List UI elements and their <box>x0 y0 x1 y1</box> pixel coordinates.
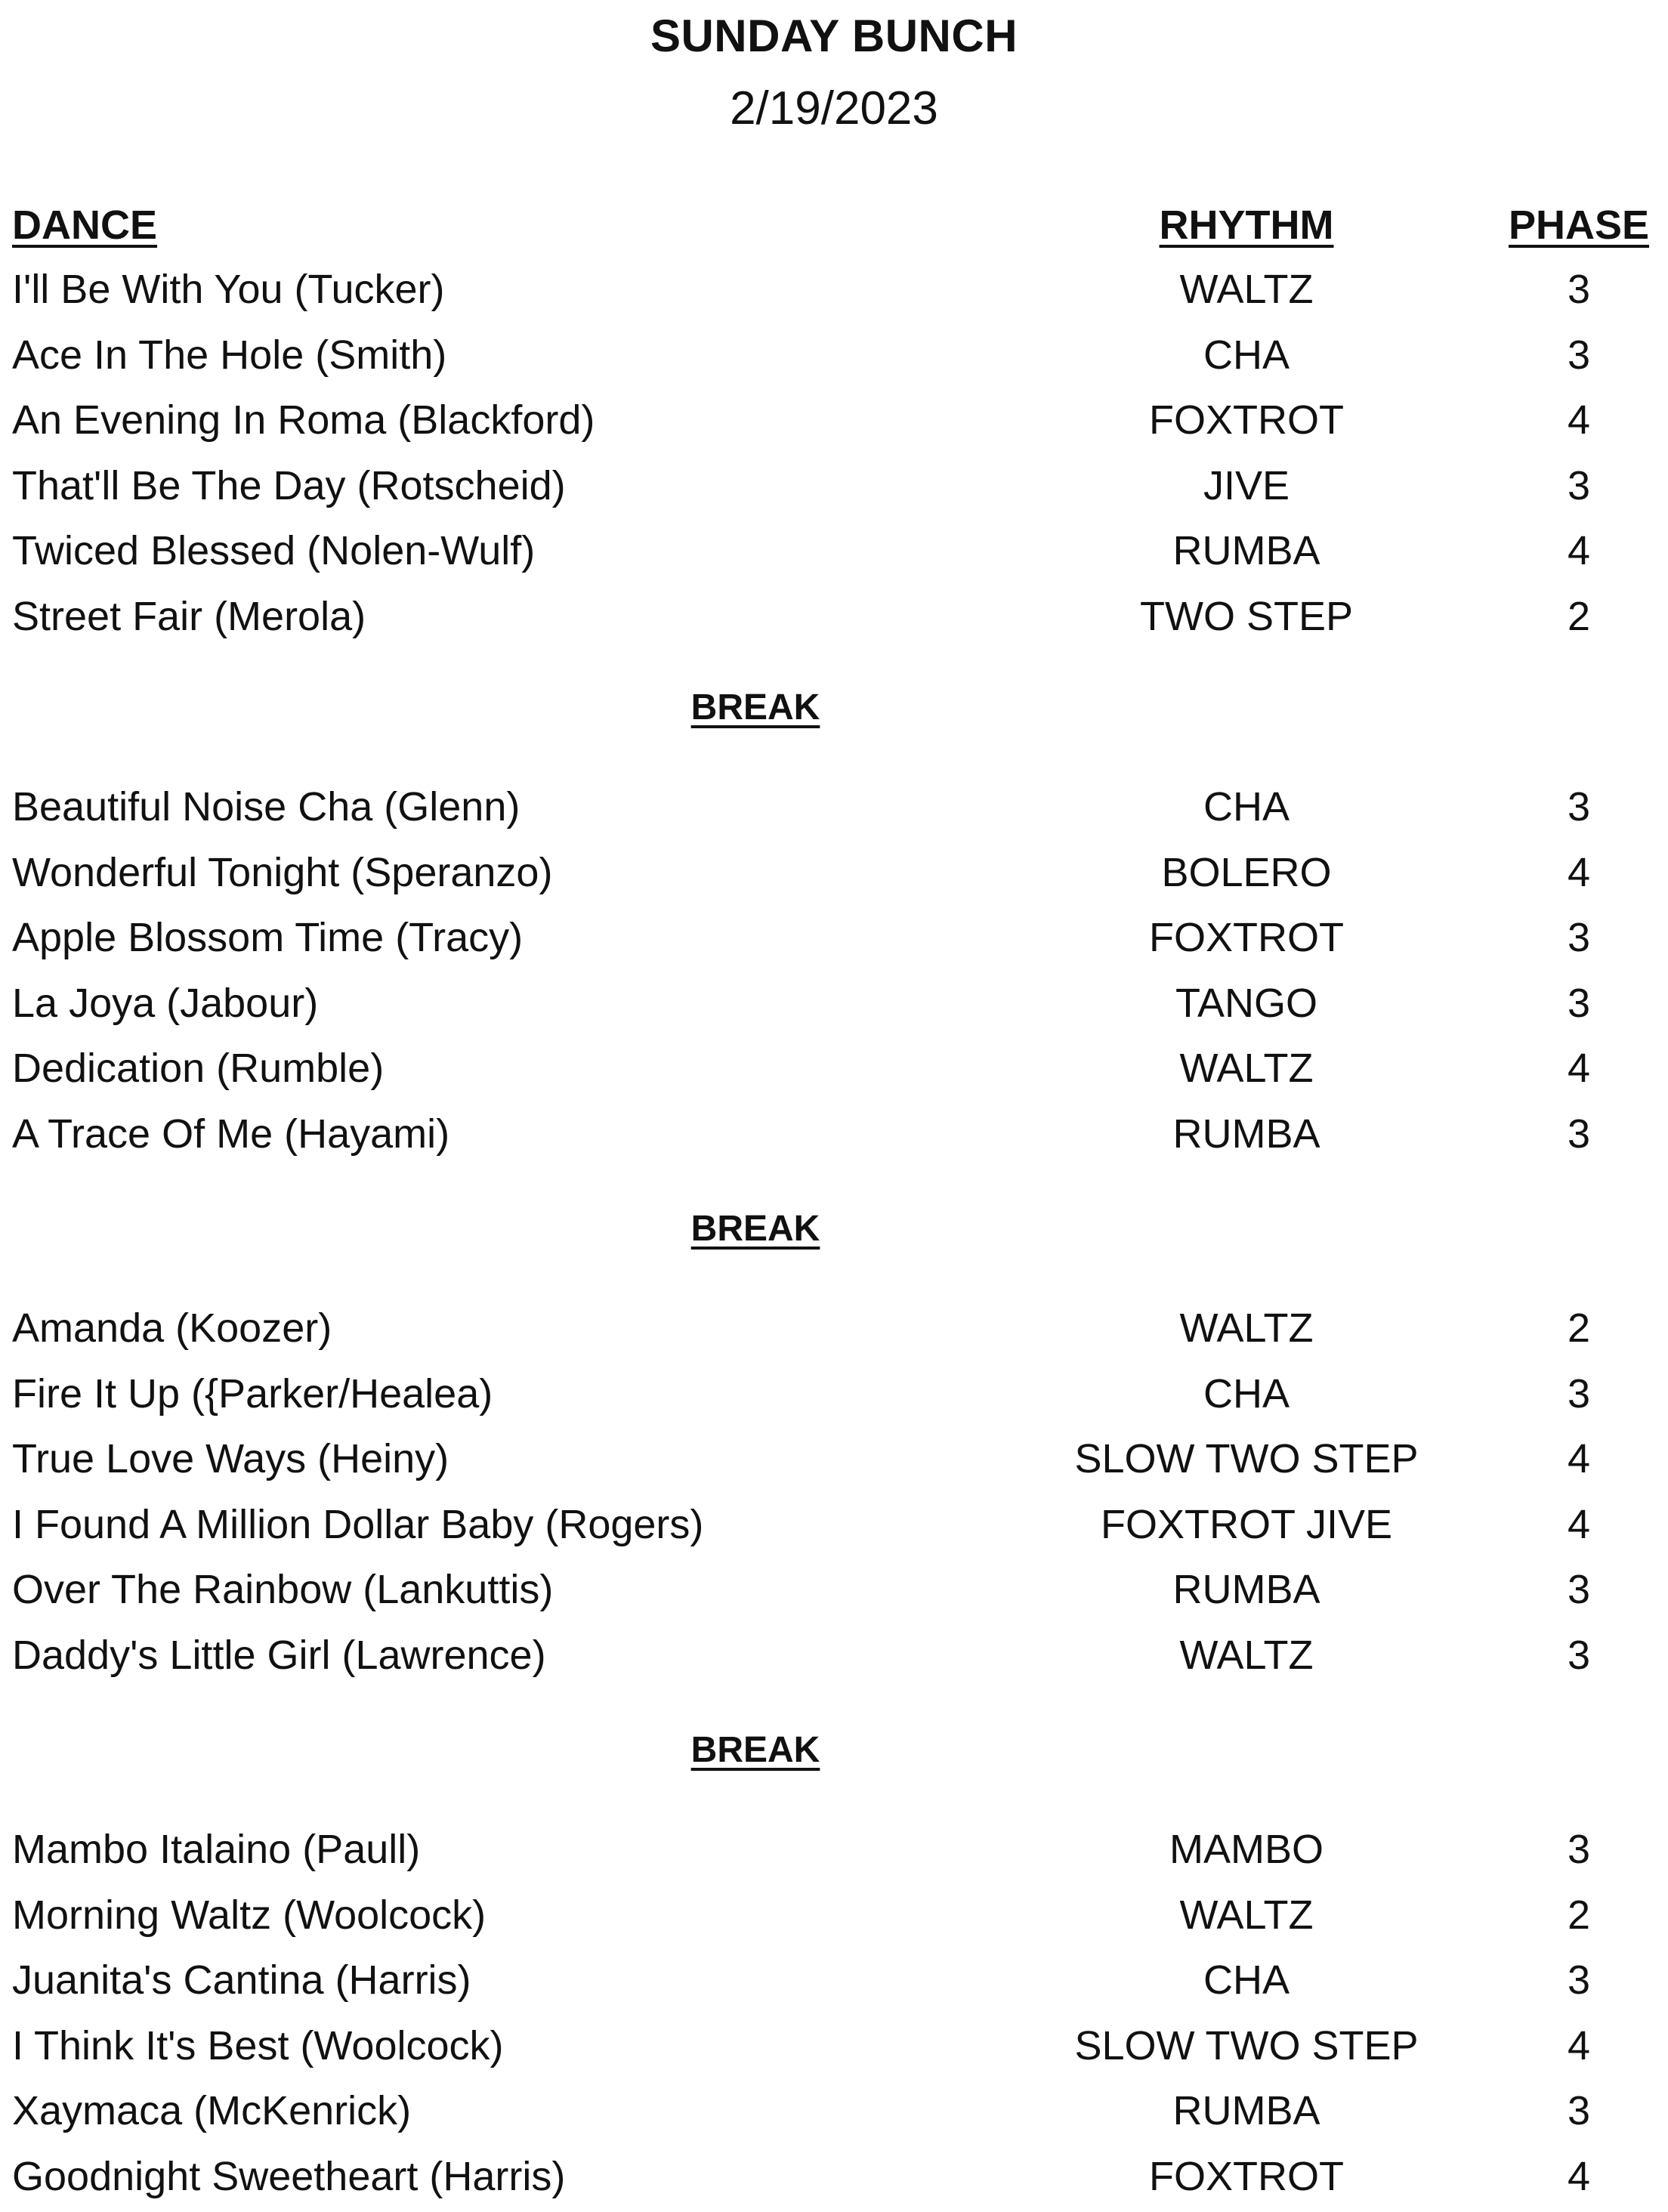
dance-phase: 3 <box>1567 915 1591 961</box>
dance-name: Juanita's Cantina (Harris) <box>12 1957 471 2003</box>
dance-phase: 2 <box>1567 594 1591 639</box>
dance-name: Over The Rainbow (Lankuttis) <box>12 1567 554 1613</box>
dance-name: Daddy's Little Girl (Lawrence) <box>12 1633 546 1678</box>
dance-rhythm: MAMBO <box>1169 1827 1324 1872</box>
dance-rhythm: RUMBA <box>1172 1111 1320 1157</box>
dance-row <box>0 777 1668 837</box>
dance-phase: 4 <box>1567 1436 1591 1482</box>
dance-phase: 3 <box>1567 2088 1591 2134</box>
dance-name: Dedication (Rumble) <box>12 1046 385 1092</box>
dance-rhythm: RUMBA <box>1172 2088 1320 2134</box>
dance-row <box>0 1819 1668 1880</box>
dance-row <box>0 2146 1668 2207</box>
dance-rhythm: WALTZ <box>1179 1305 1314 1351</box>
dance-phase: 4 <box>1567 2154 1591 2199</box>
dance-rhythm: SLOW TWO STEP <box>1074 2022 1419 2068</box>
dance-phase: 4 <box>1567 1046 1591 1092</box>
dance-name: Twiced Blessed (Nolen-Wulf) <box>12 528 536 574</box>
dance-rhythm: CHA <box>1203 784 1290 830</box>
header-phase: PHASE <box>1508 202 1650 248</box>
dance-phase: 2 <box>1567 1305 1591 1351</box>
dance-row <box>0 1298 1668 1358</box>
dance-phase: 3 <box>1567 1370 1591 1416</box>
dance-rhythm: WALTZ <box>1179 1633 1314 1678</box>
dance-name: True Love Ways (Heiny) <box>12 1436 449 1482</box>
break-label: BREAK <box>690 1730 820 1770</box>
dance-name: Fire It Up ({Parker/Healea) <box>12 1370 493 1416</box>
dance-rhythm: WALTZ <box>1179 1892 1314 1938</box>
dance-phase: 3 <box>1567 1827 1591 1872</box>
dance-row <box>0 1625 1668 1685</box>
dance-rhythm: FOXTROT <box>1149 915 1344 961</box>
dance-phase: 3 <box>1567 1957 1591 2003</box>
header-rhythm: RHYTHM <box>1159 202 1334 248</box>
break-label: BREAK <box>690 1209 820 1249</box>
dance-phase: 3 <box>1567 1633 1591 1678</box>
dance-row <box>0 907 1668 968</box>
program-title: SUNDAY BUNCH <box>650 11 1018 61</box>
dance-phase: 4 <box>1567 1501 1591 1547</box>
dance-rhythm: TWO STEP <box>1140 594 1353 639</box>
dance-name: Goodnight Sweetheart (Harris) <box>12 2154 566 2199</box>
dance-phase: 4 <box>1567 397 1591 443</box>
dance-name: Beautiful Noise Cha (Glenn) <box>12 784 520 830</box>
dance-rhythm: FOXTROT JIVE <box>1100 1501 1393 1547</box>
dance-rhythm: BOLERO <box>1161 849 1332 895</box>
dance-rhythm: SLOW TWO STEP <box>1074 1436 1419 1482</box>
dance-row <box>0 586 1668 647</box>
dance-row <box>0 1950 1668 2010</box>
dance-rhythm: TANGO <box>1175 980 1317 1026</box>
dance-phase: 4 <box>1567 849 1591 895</box>
dance-row <box>0 2016 1668 2076</box>
dance-phase: 3 <box>1567 980 1591 1026</box>
dance-row <box>0 521 1668 581</box>
dance-rhythm: WALTZ <box>1179 267 1314 312</box>
dance-name: Xaymaca (McKenrick) <box>12 2088 412 2134</box>
dance-row <box>0 1364 1668 1424</box>
dance-rhythm: CHA <box>1203 332 1290 378</box>
dance-phase: 3 <box>1567 1111 1591 1157</box>
dance-name: Apple Blossom Time (Tracy) <box>12 915 524 961</box>
dance-name: Street Fair (Merola) <box>12 594 366 639</box>
dance-name: I Found A Million Dollar Baby (Rogers) <box>12 1501 704 1547</box>
dance-name: An Evening In Roma (Blackford) <box>12 397 595 443</box>
dance-row <box>0 1885 1668 1945</box>
dance-name: La Joya (Jabour) <box>12 980 319 1026</box>
dance-name: Morning Waltz (Woolcock) <box>12 1892 486 1938</box>
dance-row <box>0 1559 1668 1620</box>
dance-name: A Trace Of Me (Hayami) <box>12 1111 450 1157</box>
dance-row <box>0 1038 1668 1098</box>
dance-phase: 4 <box>1567 2022 1591 2068</box>
program-date: 2/19/2023 <box>730 82 938 134</box>
dance-row <box>0 973 1668 1033</box>
dance-row <box>0 1104 1668 1164</box>
dance-name: Wonderful Tonight (Speranzo) <box>12 849 553 895</box>
dance-rhythm: CHA <box>1203 1957 1290 2003</box>
dance-name: I Think It's Best (Woolcock) <box>12 2022 504 2068</box>
dance-row <box>0 325 1668 385</box>
dance-phase: 3 <box>1567 1567 1591 1613</box>
dance-rhythm: JIVE <box>1203 462 1290 508</box>
dance-phase: 3 <box>1567 267 1591 312</box>
dance-row <box>0 259 1668 320</box>
dance-row <box>0 456 1668 516</box>
dance-rhythm: CHA <box>1203 1370 1290 1416</box>
dance-phase: 4 <box>1567 528 1591 574</box>
dance-phase: 3 <box>1567 332 1591 378</box>
dance-row <box>0 1494 1668 1555</box>
dance-name: I'll Be With You (Tucker) <box>12 267 445 312</box>
dance-row <box>0 390 1668 450</box>
dance-row <box>0 842 1668 903</box>
dance-name: Ace In The Hole (Smith) <box>12 332 447 378</box>
dance-rhythm: FOXTROT <box>1149 397 1344 443</box>
dance-row <box>0 2081 1668 2141</box>
dance-phase: 2 <box>1567 1892 1591 1938</box>
dance-name: That'll Be The Day (Rotscheid) <box>12 462 566 508</box>
dance-rhythm: FOXTROT <box>1149 2154 1344 2199</box>
dance-name: Mambo Italaino (Paull) <box>12 1827 421 1872</box>
dance-rhythm: RUMBA <box>1172 528 1320 574</box>
dance-phase: 3 <box>1567 462 1591 508</box>
break-label: BREAK <box>690 687 820 728</box>
dance-row <box>0 1429 1668 1489</box>
dance-name: Amanda (Koozer) <box>12 1305 332 1351</box>
header-dance: DANCE <box>12 202 158 248</box>
dance-rhythm: RUMBA <box>1172 1567 1320 1613</box>
column-header-row <box>0 195 1668 255</box>
dance-rhythm: WALTZ <box>1179 1046 1314 1092</box>
dance-phase: 3 <box>1567 784 1591 830</box>
